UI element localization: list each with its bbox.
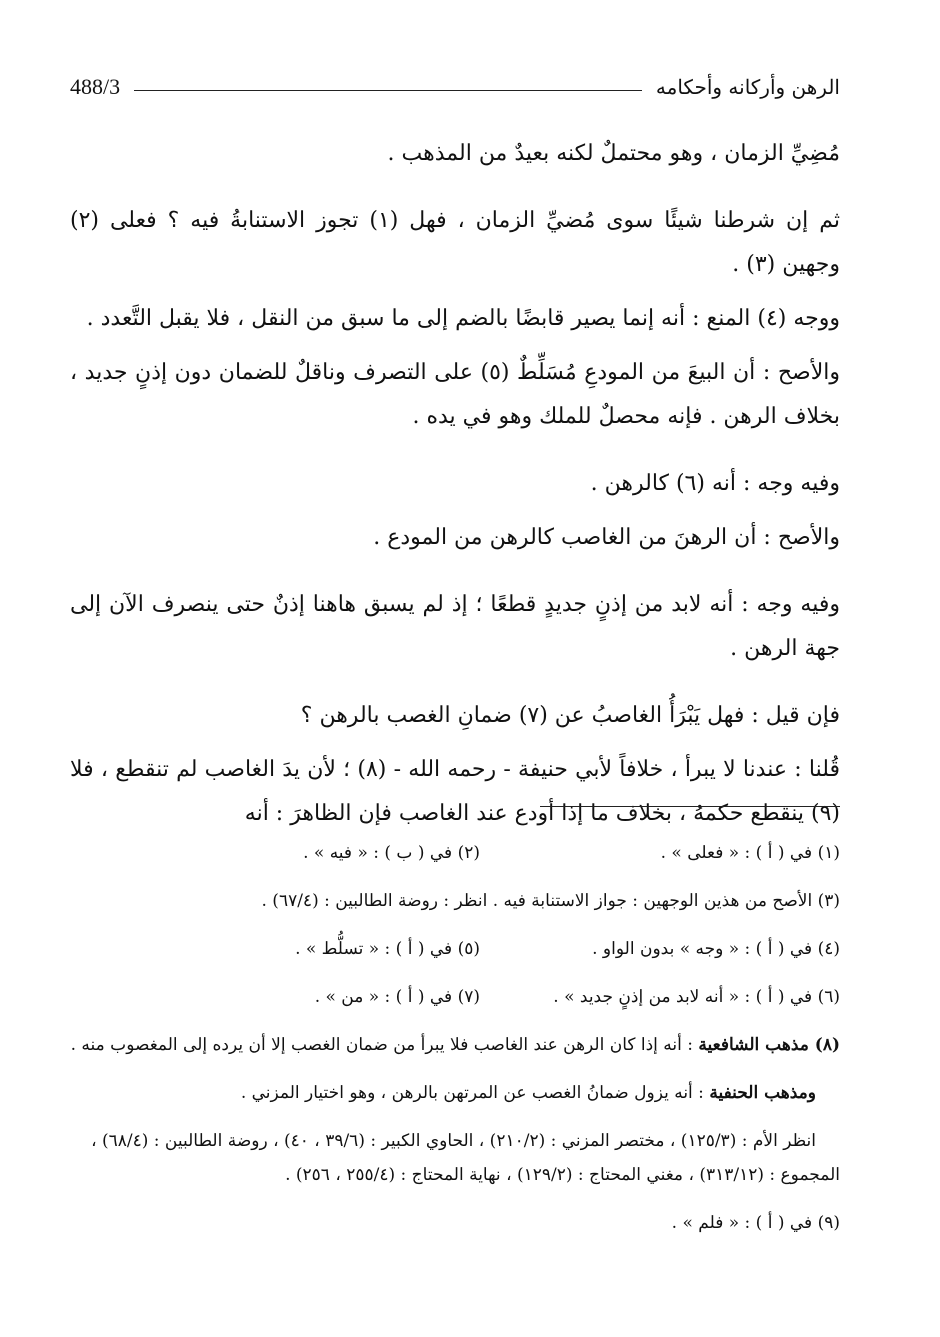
header-rule: [134, 90, 642, 91]
footnote-8-label: (٨) مذهب الشافعية: [698, 1035, 840, 1055]
footnote-8b-label: ومذهب الحنفية: [709, 1083, 816, 1103]
paragraph-5: وفيه وجه : أنه (٦) كالرهن .: [590, 471, 840, 496]
footnote-4: (٤) في ( أ ) : « وجه » بدون الواو .: [592, 939, 840, 959]
footnote-separator: [70, 806, 840, 807]
footnote-7: (٧) في ( أ ) : « من » .: [314, 987, 480, 1007]
paragraph-7: وفيه وجه : أنه لابد من إذنٍ جديدٍ قطعًا ؛ إذ لم يسبق هاهنا إذنٌ حتى ينصرف الآن إلى جهة الرهن .: [70, 592, 840, 661]
footnote-6: (٦) في ( أ ) : « أنه لابد من إذنٍ جديد » .: [553, 987, 840, 1007]
footnotes: [70, 836, 840, 1254]
footnote-row: [70, 836, 840, 870]
main-text: [70, 132, 840, 859]
footnote-8-hanafi: [70, 1076, 840, 1110]
footnote-row: [70, 980, 840, 1014]
paragraph-4: والأصح : أن البيعَ من المودعِ مُسَلِّطٌ (٥) على التصرف وناقلٌ للضمان دون إذنٍ جديد ، بخلاف الرهن . فإنه محصلٌ للملك وهو في يده .: [70, 360, 840, 429]
running-header: [70, 70, 840, 104]
footnote-3: (٣) الأصح من هذين الوجهين : جواز الاستنابة فيه . انظر : روضة الطالبين : (٦٧/٤) .: [261, 891, 840, 911]
paragraph-8: فإن قيل : فهل يَبْرَأُ الغاصبُ عن (٧) ضمانِ الغصب بالرهن ؟: [300, 703, 840, 728]
footnote-2: (٢) في ( ب ) : « فيه » .: [303, 843, 480, 863]
page-number: 488/3: [70, 74, 121, 99]
paragraph-9: قُلنا : عندنا لا يبرأ ، خلافاً لأبي حنيفة - رحمه الله - (٨) ؛ لأن يدَ الغاصب لم تنقطع ، فلا (٩) ينقطع حكمهُ ، بخلاف ما إذا أودع عند الغاصب فإن الظاهرَ : أنه: [70, 757, 841, 826]
paragraph-2: ثم إن شرطنا شيئًا سوى مُضيِّ الزمان ، فهل (١) تجوز الاستنابةُ فيه ؟ فعلى (٢) وجهين (٣) .: [70, 208, 840, 277]
paragraph-1: مُضِيِّ الزمان ، وهو محتملٌ لكنه بعيدٌ من المذهب .: [387, 141, 840, 166]
footnote-1: (١) في ( أ ) : « فعلى » .: [660, 843, 840, 863]
footnote-9: (٩) في ( أ ) : « فلم » .: [671, 1213, 840, 1233]
paragraph-6: والأصح : أن الرهنَ من الغاصب كالرهن من المودع .: [373, 525, 840, 550]
footnote-5: (٥) في ( أ ) : « تسلُّط » .: [295, 939, 480, 959]
footnote-8: [70, 1028, 840, 1062]
footnote-row: [70, 932, 840, 966]
footnote-8b-text: : أنه يزول ضمانُ الغصب عن المرتهن بالرهن ، وهو اختيار المزني .: [240, 1083, 710, 1103]
footnote-8-text: : أنه إذا كان الرهن عند الغاصب فلا يبرأ من ضمان الغصب إلا أن يرده إلى المغصوب منه .: [70, 1035, 699, 1055]
running-title: الرهن وأركانه وأحكامه: [655, 75, 840, 99]
paragraph-3: ووجه (٤) المنع : أنه إنما يصير قابضًا بالضم إلى ما سبق من النقل ، فلا يقبل التَّعدد .: [86, 306, 840, 331]
footnote-8-references: انظر الأم : (١٢٥/٣) ، مختصر المزني : (٢١٠/٢) ، الحاوي الكبير : (٣٩/٦ ، ٤٠) ، روضة الطالبين : (٦٨/٤) ، المجموع : (٣١٣/١٢) ، مغني المحتاج : (١٢٩/٢) ، نهاية المحتاج : (٢٥٥/٤ ، ٢٥٦) .: [91, 1131, 840, 1185]
